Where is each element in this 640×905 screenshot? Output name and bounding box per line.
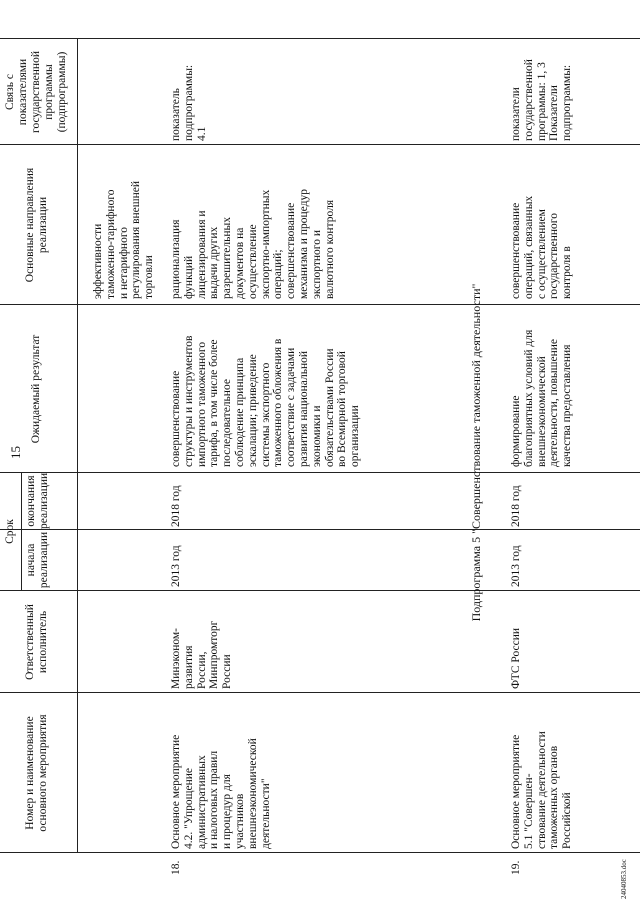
row19-end: 2018 год: [510, 485, 522, 527]
grid-line: [0, 304, 640, 305]
row18-number: 18.: [170, 860, 182, 875]
header-col-link: Связь с показателями государственной программы (подпрограммы): [4, 51, 68, 133]
grid-line: [77, 39, 78, 853]
header-col-directions: Основные направления реализации: [24, 167, 49, 283]
header-col-executor: Ответственный исполнитель: [24, 604, 49, 680]
header-col-end: окончания реализации: [25, 472, 50, 529]
grid-line: [0, 38, 640, 39]
row18-start: 2013 год: [170, 545, 182, 587]
row18-name: Основное мероприятие 4.2. "Упрощение административных и налоговых правил и процедур для участников внешнеэкономической деятельности": [170, 734, 272, 849]
row19-name: Основное мероприятие 5.1 "Совершен- ствование деятельности таможенных органов Российской: [510, 731, 574, 849]
row19-executor: ФТС России: [510, 627, 522, 689]
row18-end: 2018 год: [170, 485, 182, 527]
header-col-name: Номер и наименование основного мероприятия: [24, 714, 49, 832]
grid-line: [0, 852, 640, 853]
header-srok: Срок: [4, 519, 16, 544]
row18-link: показатель подпрограммы: 4.1: [170, 64, 208, 141]
row19-directions: совершенствование операций, связанных с осуществлением государственного контроля в: [510, 195, 574, 299]
row19-start: 2013 год: [510, 545, 522, 587]
row19-result: формирование благоприятных условий для внешнеэкономической деятельности, повышение качества предоставления: [510, 329, 574, 467]
header-col-start: начала реализации: [25, 531, 50, 589]
grid-line: [0, 529, 640, 530]
subprogram-title: Подпрограмма 5 "Совершенствование таможенной деятельности": [469, 283, 483, 622]
row18-executor: Минэконом- развития России, Минпромторг России: [170, 620, 234, 689]
grid-line: [0, 144, 640, 145]
document-id: 24040853.doc: [620, 859, 628, 899]
carryover-directions: эффективности таможенно-тарифного и нетарифного регулирования внешней торговли: [92, 180, 156, 299]
header-col-result: Ожидаемый результат: [30, 334, 42, 444]
row19-number: 19.: [510, 860, 522, 875]
page-number: 15: [8, 446, 23, 459]
grid-line: [21, 472, 22, 591]
grid-line: [0, 692, 640, 693]
grid-line: [0, 472, 640, 473]
grid-line: [0, 590, 640, 591]
row18-directions: рационализация функций лицензирования и выдачи других разрешительных документов на осуществление экспортно-импортных операций; совершенствование механизма и процедур экспортного и валютного контроля: [170, 189, 336, 299]
row19-link: показатели государственной программы: 1, 3 Показатели подпрограммы:: [510, 59, 574, 141]
row18-result: совершенствование структуры и инструментов импортного таможенного тарифа, в том числе более последовательное соблюдение принципа эскалации; приведение системы экспортного таможенного обложения в соответствие с задачами развития национальной экономики и обязательствами России во Всемирной торговой организации: [170, 335, 362, 467]
